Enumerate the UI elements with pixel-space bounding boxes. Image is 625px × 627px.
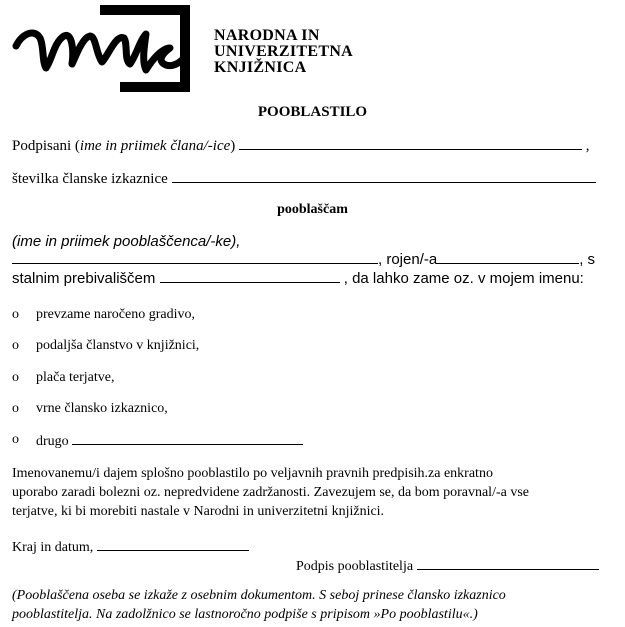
card-label: številka članske izkaznice xyxy=(12,171,168,187)
proxy-hint: (ime in priimek pooblaščenca/-ke), xyxy=(12,233,241,250)
list-item: prevzame naročeno gradivo, xyxy=(36,307,195,322)
paragraph-line: terjatve, ki bi morebiti nastale v Narodni in univerzitetni knjižnici. xyxy=(12,504,385,519)
note xyxy=(12,586,506,624)
signature-field[interactable] xyxy=(417,557,599,570)
bullet-icon: o xyxy=(12,370,19,385)
signer-hint: ime in priimek člana/-ice xyxy=(79,138,231,154)
logo-text-line2: UNIVERZITETNA xyxy=(214,43,354,60)
declaration-paragraph xyxy=(12,464,529,521)
signer-row xyxy=(12,137,590,155)
list-item: plača terjatve, xyxy=(36,370,115,385)
card-number-field[interactable] xyxy=(172,170,596,183)
signer-suffix: ) xyxy=(230,138,236,154)
born-label: , rojen/-a xyxy=(378,251,438,268)
list-item: vrne člansko izkaznico, xyxy=(36,401,168,416)
proxy-hint-row xyxy=(12,233,240,250)
logo-text-line1: NARODNA IN xyxy=(214,27,320,44)
birth-date-field[interactable] xyxy=(437,251,579,264)
residence-label: stalnim prebivališčem xyxy=(12,270,156,287)
bullet-icon: o xyxy=(12,338,19,353)
other-field[interactable] xyxy=(72,432,303,445)
bullet-icon: o xyxy=(12,401,19,416)
other-label: drugo xyxy=(36,434,69,449)
born-end: , s xyxy=(579,251,596,268)
place-date-field[interactable] xyxy=(97,538,249,551)
signature-row xyxy=(296,557,599,575)
residence-field[interactable] xyxy=(160,270,340,283)
residence-end: , da lahko zame oz. v mojem imenu: xyxy=(343,270,584,287)
paragraph-line: Imenovanemu/i dajem splošno pooblastilo po veljavnih pravnih predpisih.za enkratno xyxy=(12,466,493,481)
form-title: POOBLASTILO xyxy=(257,104,368,120)
paragraph-line: uporabo zaradi bolezni oz. nepredvidene zadržanosti. Zavezujem se, da bom poravnal/-a vse xyxy=(12,485,530,500)
proxy-row xyxy=(12,251,595,268)
signer-end: , xyxy=(585,138,590,154)
residence-row xyxy=(12,270,584,287)
signature-label: Podpis pooblastitelja xyxy=(296,559,414,574)
bullet-icon: o xyxy=(12,307,19,322)
logo-text-line3: KNJIŽNICA xyxy=(214,59,307,76)
place-date-label: Kraj in datum, xyxy=(12,540,94,555)
list-item-other xyxy=(36,432,303,450)
signer-name-field[interactable] xyxy=(239,137,582,150)
note-line: pooblastitelja. Na zadolžnico se lastnoročno podpiše s pripisom »Po pooblastilu«.) xyxy=(12,607,478,622)
list-item: podaljša članstvo v knjižnici, xyxy=(36,338,200,353)
authorize-heading: pooblaščam xyxy=(277,202,348,217)
proxy-name-field[interactable] xyxy=(12,251,378,264)
nuk-logo-icon xyxy=(12,4,198,96)
bullet-icon: o xyxy=(12,432,19,447)
signer-prefix: Podpisani ( xyxy=(12,138,80,154)
note-line: (Pooblaščena oseba se izkaže z osebnim dokumentom. S seboj prinese člansko izkaznico xyxy=(12,588,506,603)
place-date-row xyxy=(12,538,249,556)
card-row xyxy=(12,170,596,188)
